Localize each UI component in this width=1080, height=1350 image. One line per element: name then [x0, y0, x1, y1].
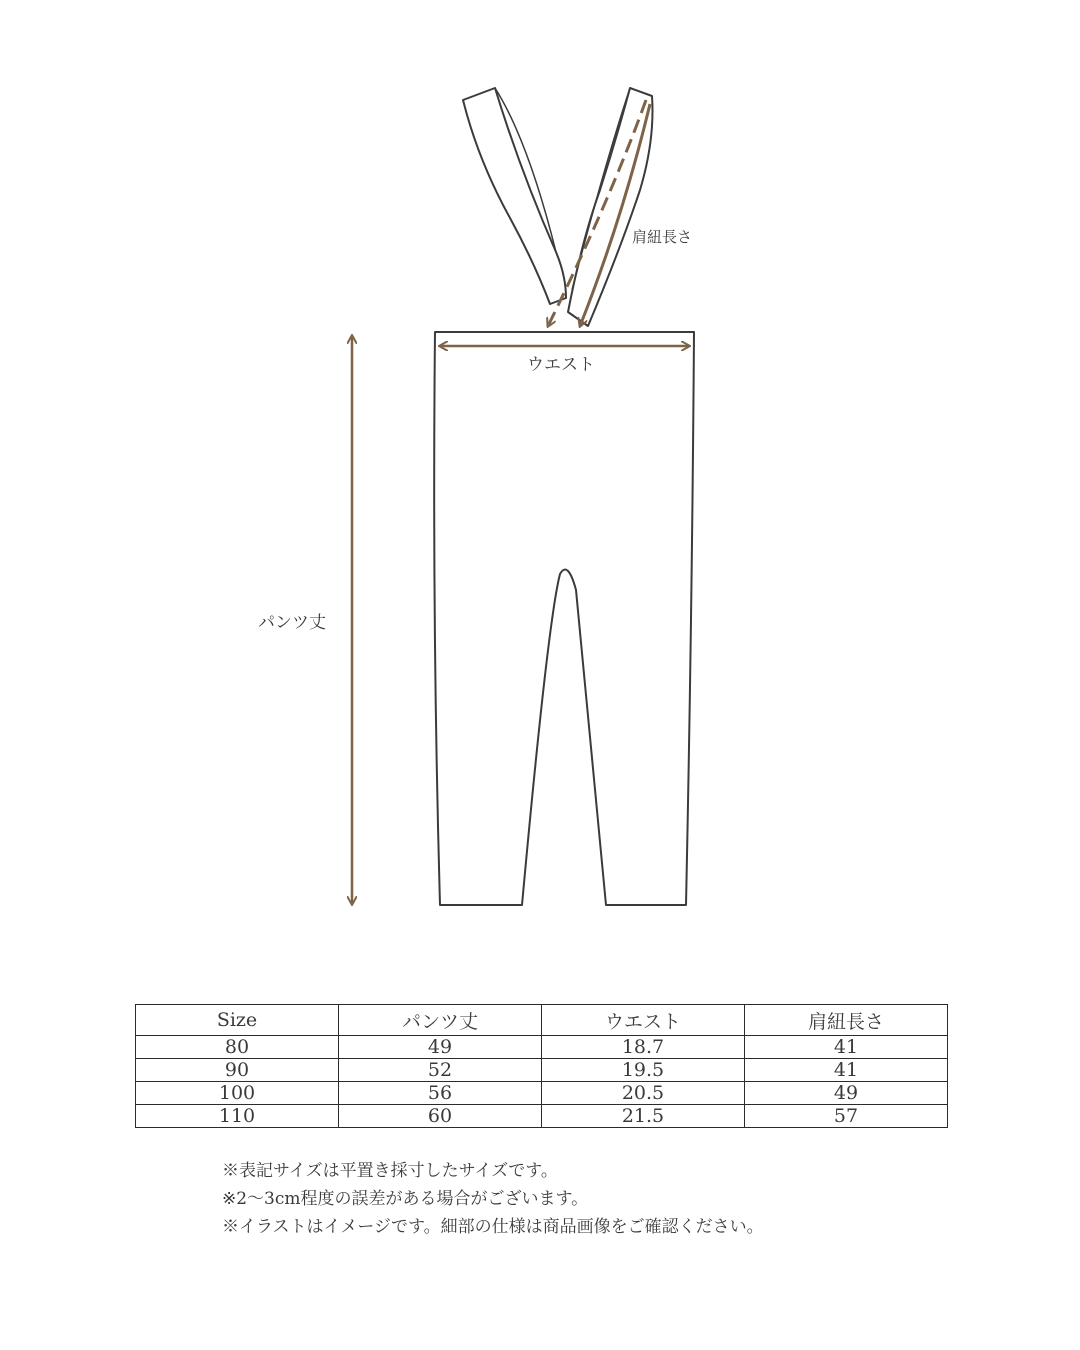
header-strap-length: 肩紐長さ: [745, 1005, 948, 1036]
cell-pants-length: 49: [339, 1036, 542, 1059]
cell-size: 90: [136, 1059, 339, 1082]
left-strap: [463, 88, 566, 304]
cell-strap-length: 41: [745, 1036, 948, 1059]
table-row: [136, 1036, 948, 1059]
cell-size: 110: [136, 1105, 339, 1128]
header-waist: ウエスト: [542, 1005, 745, 1036]
cell-strap-length: 57: [745, 1105, 948, 1128]
cell-size: 80: [136, 1036, 339, 1059]
header-size: Size: [136, 1005, 339, 1036]
cell-pants-length: 56: [339, 1082, 542, 1105]
note-tolerance: ※2～3cm程度の誤差がある場合がございます。: [222, 1189, 589, 1209]
cell-strap-length: 41: [745, 1059, 948, 1082]
cell-waist: 19.5: [542, 1059, 745, 1082]
strap-length-label: 肩紐長さ: [632, 228, 693, 246]
note-illustration: ※イラストはイメージです。細部の仕様は商品画像をご確認ください。: [222, 1217, 764, 1237]
waist-label: ウエスト: [527, 355, 595, 375]
size-table: [135, 1004, 948, 1128]
cell-size: 100: [136, 1082, 339, 1105]
cell-pants-length: 60: [339, 1105, 542, 1128]
pants-length-label: パンツ丈: [258, 613, 326, 633]
table-row: [136, 1059, 948, 1082]
table-row: [136, 1082, 948, 1105]
cell-waist: 18.7: [542, 1036, 745, 1059]
table-header-row: [136, 1005, 948, 1036]
table-row: [136, 1105, 948, 1128]
cell-pants-length: 52: [339, 1059, 542, 1082]
header-pants-length: パンツ丈: [339, 1005, 542, 1036]
cell-waist: 21.5: [542, 1105, 745, 1128]
pants-outline: [434, 332, 694, 905]
cell-waist: 20.5: [542, 1082, 745, 1105]
note-measurement: ※表記サイズは平置き採寸したサイズです。: [222, 1161, 558, 1181]
notes: [222, 1157, 764, 1241]
cell-strap-length: 49: [745, 1082, 948, 1105]
right-strap: [568, 88, 653, 326]
